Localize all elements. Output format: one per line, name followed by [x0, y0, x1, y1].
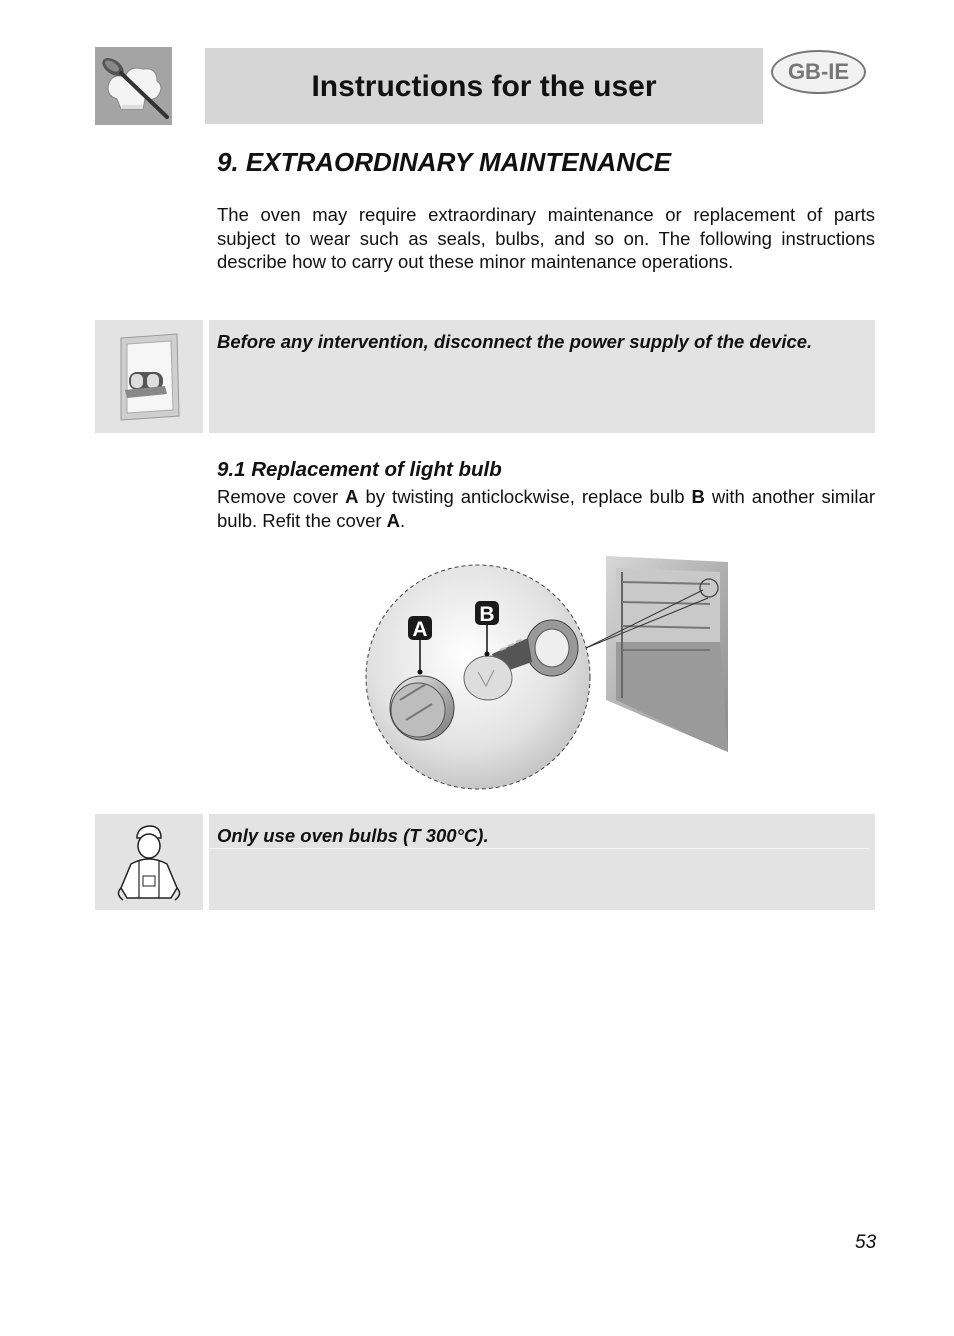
bulb-note-text: Only use oven bulbs (T 300°C).: [217, 825, 489, 846]
callout-a-label: A: [412, 618, 428, 641]
callout-dot-a: [418, 670, 423, 675]
callout-b-label: B: [479, 603, 495, 626]
technician-icon: [95, 814, 203, 910]
bulb-label-a: A: [345, 486, 359, 507]
bulb-label-a2: A: [386, 510, 401, 531]
oven-cavity-illustration: [606, 556, 728, 752]
bulb-label-b: B: [691, 486, 705, 507]
lamp-socket: [526, 620, 578, 676]
country-badge: GB-IE: [771, 50, 866, 94]
subsection-heading: 9.1 Replacement of light bulb: [217, 458, 502, 481]
note-divider: [209, 848, 869, 849]
wall-socket-icon: [95, 320, 203, 433]
bulb-text-part: with another similar bulb. Refit the cover: [217, 486, 875, 531]
bulb-cover: [390, 676, 454, 740]
header-title-bar: [205, 48, 763, 124]
power-warning-text: Before any intervention, disconnect the power supply of the device.: [217, 331, 813, 352]
bulb-text-part: Remove cover: [217, 486, 346, 507]
bulb-text-part: by twisting anticlockwise, replace bulb: [358, 486, 692, 507]
chef-logo: [95, 47, 172, 125]
power-warning-panel: [209, 320, 875, 433]
callout-dot-b: [485, 652, 490, 657]
power-warning-icon-cell: [95, 320, 203, 433]
intro-paragraph: The oven may require extraordinary maintenance or replacement of parts subject to wear such as seals, bulbs, and so on. The following instructions describe how to carry out these minor maintenance operations.: [217, 204, 875, 272]
page-number: 53: [855, 1232, 877, 1253]
header-title: Instructions for the user: [311, 70, 657, 103]
bulb-instructions: [217, 485, 875, 533]
bulb-note-icon-cell: [95, 814, 203, 910]
section-heading: 9. EXTRAORDINARY MAINTENANCE: [217, 147, 672, 177]
bulb-note-panel: [209, 814, 875, 910]
spoon-and-hat-icon: [95, 47, 172, 125]
bulb-text-part: .: [400, 510, 406, 531]
bulb-replacement-diagram: [360, 550, 740, 795]
